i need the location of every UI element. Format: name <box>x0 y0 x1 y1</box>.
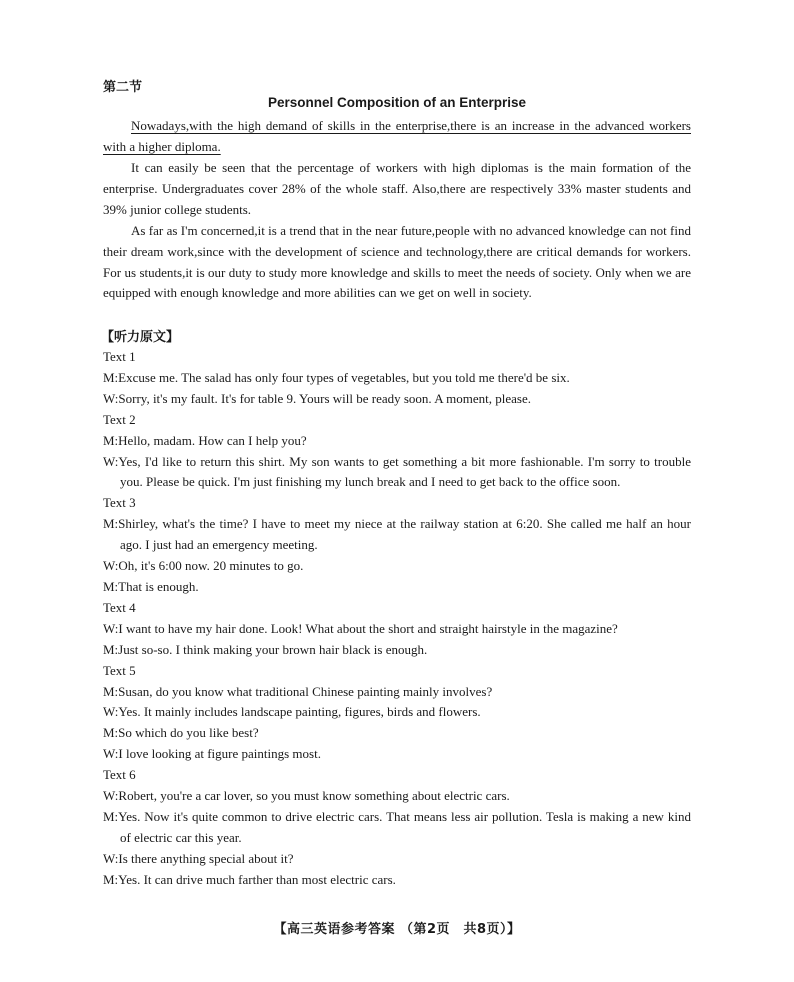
text-number-label: Text 4 <box>103 599 136 615</box>
dialogue-line: W:Is there anything special about it? <box>103 850 294 866</box>
dialogue-line: W:Yes, I'd like to return this shirt. My son wants to get something a bit more fashionable. I'm sorry to trouble you. Please be quick. I'm just finishing my lunch break and I need to get back to the office soon. <box>103 453 691 490</box>
text-number-label: Text 3 <box>103 495 136 511</box>
dialogue-line: M:Shirley, what's the time? I have to meet my niece at the railway station at 6:20. She called me half an hour ago. I just had an emergency meeting. <box>103 516 691 553</box>
dialogue-line: M:Excuse me. The salad has only four types of vegetables, but you told me there'd be six. <box>103 369 570 385</box>
listening-transcript <box>103 347 691 891</box>
text-number-label: Text 6 <box>103 767 136 783</box>
dialogue-line: M:Susan, do you know what traditional Chinese painting mainly involves? <box>103 683 493 699</box>
dialogue-line: W:I want to have my hair done. Look! What about the short and straight hairstyle in the magazine? <box>103 620 618 636</box>
dialogue-line: M:Yes. Now it's quite common to drive electric cars. That means less air pollution. Tesla is making a new kind of electric car this year. <box>103 808 691 845</box>
dialogue-line: W:Robert, you're a car lover, so you must know something about electric cars. <box>103 788 510 804</box>
dialogue-line: W:I love looking at figure paintings most. <box>103 746 321 762</box>
section-title: 第二节 <box>103 80 143 95</box>
dialogue-line: M:That is enough. <box>103 578 199 594</box>
essay-paragraph-1 <box>103 116 691 158</box>
listening-transcript-heading: 【听力原文】 <box>101 330 180 345</box>
dialogue-line: M:Hello, madam. How can I help you? <box>103 432 307 448</box>
dialogue-line: W:Oh, it's 6:00 now. 20 minutes to go. <box>103 558 304 574</box>
dialogue-line: W:Yes. It mainly includes landscape painting, figures, birds and flowers. <box>103 704 481 720</box>
essay-title: Personnel Composition of an Enterprise <box>267 95 527 110</box>
text-number-label: Text 5 <box>103 662 136 678</box>
dialogue-line: M:Yes. It can drive much farther than most electric cars. <box>103 871 396 887</box>
essay-paragraph-2: It can easily be seen that the percentage of workers with high diplomas is the main formation of the enterprise. Undergraduates cover 28% of the whole staff. Also,there are respectively 33% master students and 39% junior college students. <box>103 160 691 217</box>
underlined-sentence: Nowadays,with the high demand of skills in the enterprise,there is an increase in the advanced workers with a higher diploma. <box>103 118 691 154</box>
dialogue-line: M:So which do you like best? <box>103 725 259 741</box>
essay-paragraph-3: As far as I'm concerned,it is a trend that in the near future,people with no advanced knowledge can not find their dream work,since with the development of science and technology,there are critical demands for workers. For us students,it is our duty to study more knowledge and skills to meet the needs of society. Only when we are equipped with enough knowledge and more abilities can we get on well in society. <box>103 223 691 301</box>
text-number-label: Text 2 <box>103 411 136 427</box>
dialogue-line: M:Just so-so. I think making your brown hair black is enough. <box>103 641 428 657</box>
dialogue-line: W:Sorry, it's my fault. It's for table 9. Yours will be ready soon. A moment, please. <box>103 390 531 406</box>
text-number-label: Text 1 <box>103 349 136 364</box>
page-footer: 【高三英语参考答案 （第2页 共8页）】 <box>273 922 521 937</box>
